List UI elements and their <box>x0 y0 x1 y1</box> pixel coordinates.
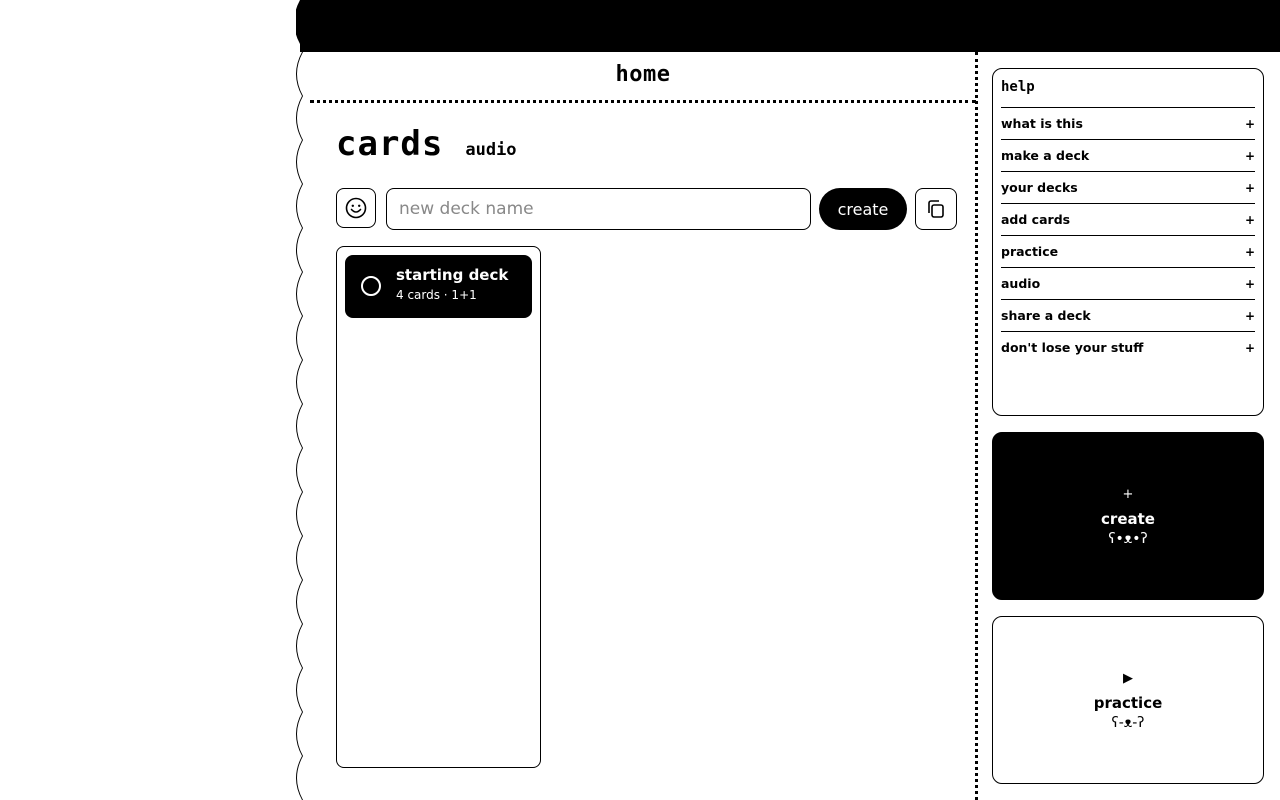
help-item-label: don't lose your stuff <box>1001 340 1144 355</box>
deck-item[interactable] <box>345 255 532 318</box>
sidebar-divider <box>975 52 978 800</box>
expand-plus-icon: + <box>1244 180 1255 195</box>
page-title: home <box>615 62 671 87</box>
practice-card-label: practice <box>1093 693 1163 712</box>
help-item-share-a-deck[interactable] <box>1001 299 1255 331</box>
expand-plus-icon: + <box>1244 244 1255 259</box>
help-item-your-decks[interactable] <box>1001 171 1255 203</box>
sleepy-bear-face-icon: ʕ-ᴥ-ʔ <box>1111 714 1145 731</box>
top-bar <box>296 0 1280 52</box>
copy-button[interactable] <box>915 188 957 230</box>
header-divider <box>310 100 976 103</box>
deck-list <box>336 246 541 768</box>
smiley-icon <box>345 197 367 219</box>
new-deck-name-input[interactable] <box>386 188 811 230</box>
tab-cards[interactable]: cards <box>336 124 444 164</box>
page-header <box>310 52 976 102</box>
create-card-label: create <box>1101 509 1155 528</box>
play-icon: ▶ <box>1123 670 1133 686</box>
help-item-audio[interactable] <box>1001 267 1255 299</box>
expand-plus-icon: + <box>1244 276 1255 291</box>
section-tabs <box>336 124 517 164</box>
help-item-dont-lose-your-stuff[interactable] <box>1001 331 1255 363</box>
help-title: help <box>1001 79 1035 95</box>
help-item-label: what is this <box>1001 116 1083 131</box>
help-item-label: add cards <box>1001 212 1071 227</box>
create-deck-button[interactable]: create <box>819 188 907 230</box>
help-item-label: audio <box>1001 276 1041 291</box>
help-item-make-a-deck[interactable] <box>1001 139 1255 171</box>
expand-plus-icon: + <box>1244 212 1255 227</box>
deck-select-radio[interactable] <box>361 276 381 296</box>
help-item-label: your decks <box>1001 180 1078 195</box>
deck-meta: 4 cards · 1+1 <box>396 288 477 302</box>
emoji-picker-button[interactable] <box>336 188 376 228</box>
bear-face-icon: ʕ•ᴥ•ʔ <box>1108 530 1148 547</box>
expand-plus-icon: + <box>1244 340 1255 355</box>
expand-plus-icon: + <box>1244 148 1255 163</box>
deck-name: starting deck <box>396 266 509 284</box>
help-item-label: share a deck <box>1001 308 1091 323</box>
help-item-add-cards[interactable] <box>1001 203 1255 235</box>
scalloped-edge <box>290 0 310 800</box>
help-list <box>1001 107 1255 363</box>
help-item-practice[interactable] <box>1001 235 1255 267</box>
help-item-label: practice <box>1001 244 1059 259</box>
expand-plus-icon: + <box>1244 116 1255 131</box>
tab-audio[interactable]: audio <box>465 140 517 160</box>
plus-icon: + <box>1122 486 1134 502</box>
help-item-what-is-this[interactable] <box>1001 107 1255 139</box>
practice-card-button[interactable] <box>992 616 1264 784</box>
create-deck-bar <box>336 188 957 230</box>
help-panel <box>992 68 1264 416</box>
help-item-label: make a deck <box>1001 148 1090 163</box>
create-card-button[interactable] <box>992 432 1264 600</box>
expand-plus-icon: + <box>1244 308 1255 323</box>
copy-icon <box>925 198 947 220</box>
